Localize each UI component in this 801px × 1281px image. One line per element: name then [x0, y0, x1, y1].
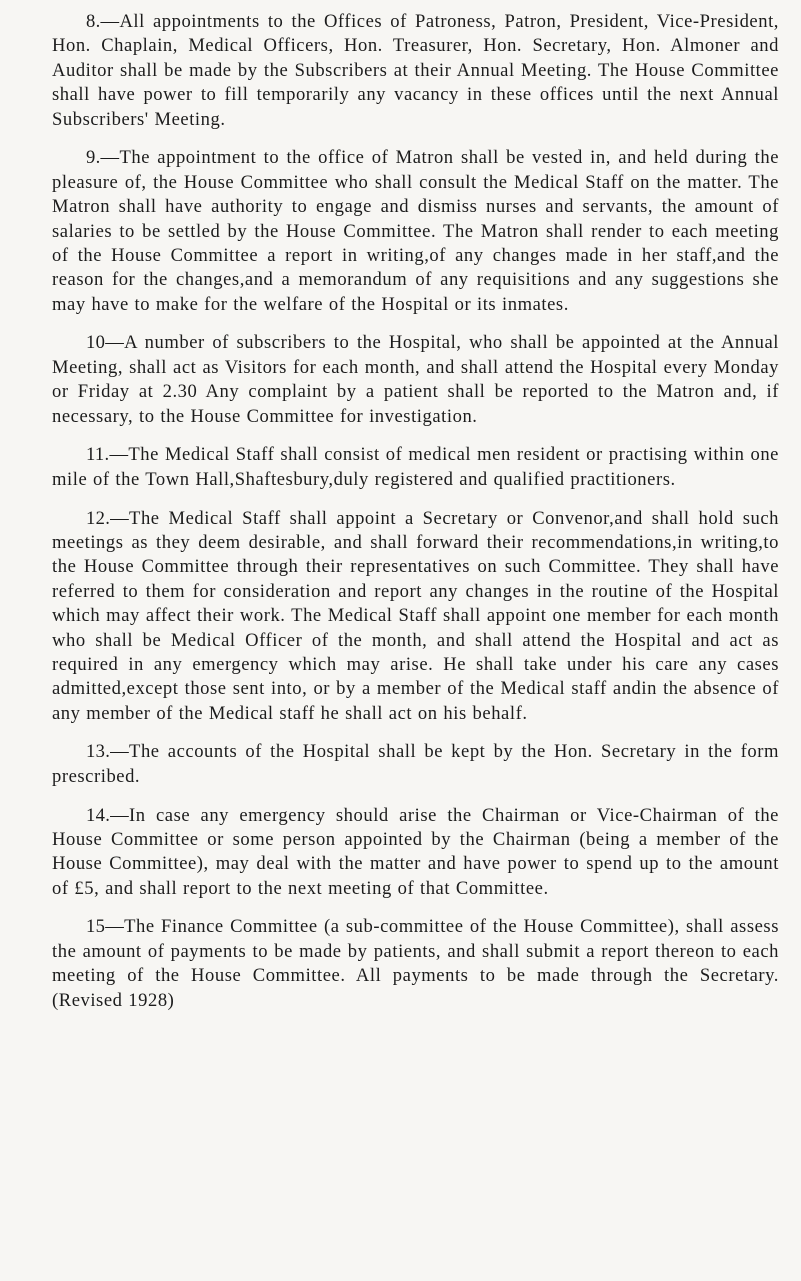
- rule-text: The Medical Staff shall consist of medical men resident or practising within one mile of the Town Hall,Shaftesbury,duly registered and qualified practitioners.: [52, 444, 779, 490]
- rule-text: All appointments to the Offices of Patroness, Patron, President, Vice-President, Hon. Chaplain, Medical Officers, Hon. Treasurer, Hon. Secretary, Hon. Almoner and Auditor shall be made by the Subscribers at their Annual Meeting. The House Committee shall have power to fill temporarily any vacancy in these offices until the next Annual Subscribers' Meeting.: [52, 11, 779, 130]
- rule-number: 9.—: [86, 147, 120, 169]
- rule-number: 13.—: [86, 741, 130, 763]
- rule-text: A number of subscribers to the Hospital, who shall be appointed at the Annual Meeting, shall act as Visitors for each month, and shall attend the Hospital every Monday or Friday at 2.30 Any complaint by a patient shall be reported to the Matron and, if necessary, to the House Committee for investigation.: [52, 332, 779, 427]
- rule-paragraph-13: [52, 740, 779, 789]
- rule-number: 10—: [86, 332, 125, 354]
- rule-number: 11.—: [86, 444, 129, 466]
- rule-number: 8.—: [86, 11, 120, 32]
- rule-text: The Finance Committee (a sub-committee of the House Committee), shall assess the amount of payments to be made by patients, and shall submit a report thereon to each meeting of the House Committee. All payments to be made through the Secretary. (Revised 1928): [52, 916, 779, 1011]
- rule-text: The appointment to the office of Matron shall be vested in, and held during the pleasure of, the House Committee who shall consult the Medical Staff on the matter. The Matron shall have authority to engage and dismiss nurses and servants, the amount of salaries to be settled by the House Committee. The Matron shall render to each meeting of the House Committee a report in writing,of any changes made in her staff,and the reason for the changes,and a memorandum of any requisitions and any suggestions she may have to make for the welfare of the Hospital or its inmates.: [52, 147, 779, 315]
- rules-text: [52, 10, 779, 1027]
- rule-number: 15—: [86, 916, 125, 938]
- rule-paragraph-12: [52, 507, 779, 727]
- rule-text: In case any emergency should arise the Chairman or Vice-Chairman of the House Committee or some person appointed by the Chairman (being a member of the House Committee), may deal with the matter and have power to spend up to the amount of £5, and shall report to the next meeting of that Committee.: [52, 804, 779, 899]
- rule-paragraph-9: [52, 146, 779, 317]
- rule-paragraph-10: [52, 331, 779, 429]
- rule-number: 12.—: [86, 507, 130, 529]
- rule-paragraph-8: [52, 10, 779, 132]
- rule-paragraph-14: [52, 804, 779, 902]
- rule-number: 14.—: [86, 804, 130, 826]
- rule-paragraph-15: [52, 915, 779, 1013]
- rule-text: The accounts of the Hospital shall be kept by the Hon. Secretary in the form prescribed.: [52, 741, 779, 787]
- rule-text: The Medical Staff shall appoint a Secretary or Convenor,and shall hold such meetings as they deem desirable, and shall forward their recommendations,in writing,to the House Committee through their representatives on such Committee. They shall have referred to them for consideration and report any changes in the routine of the Hospital which may affect their work. The Medical Staff shall appoint one member for each month who shall be Medical Officer of the month, and shall attend the Hospital and act as required in any emergency which may arise. He shall take under his care any cases admitted,except those sent into, or by a member of the Medical staff andin the absence of any member of the Medical staff he shall act on his behalf.: [52, 507, 779, 724]
- rule-paragraph-11: [52, 443, 779, 492]
